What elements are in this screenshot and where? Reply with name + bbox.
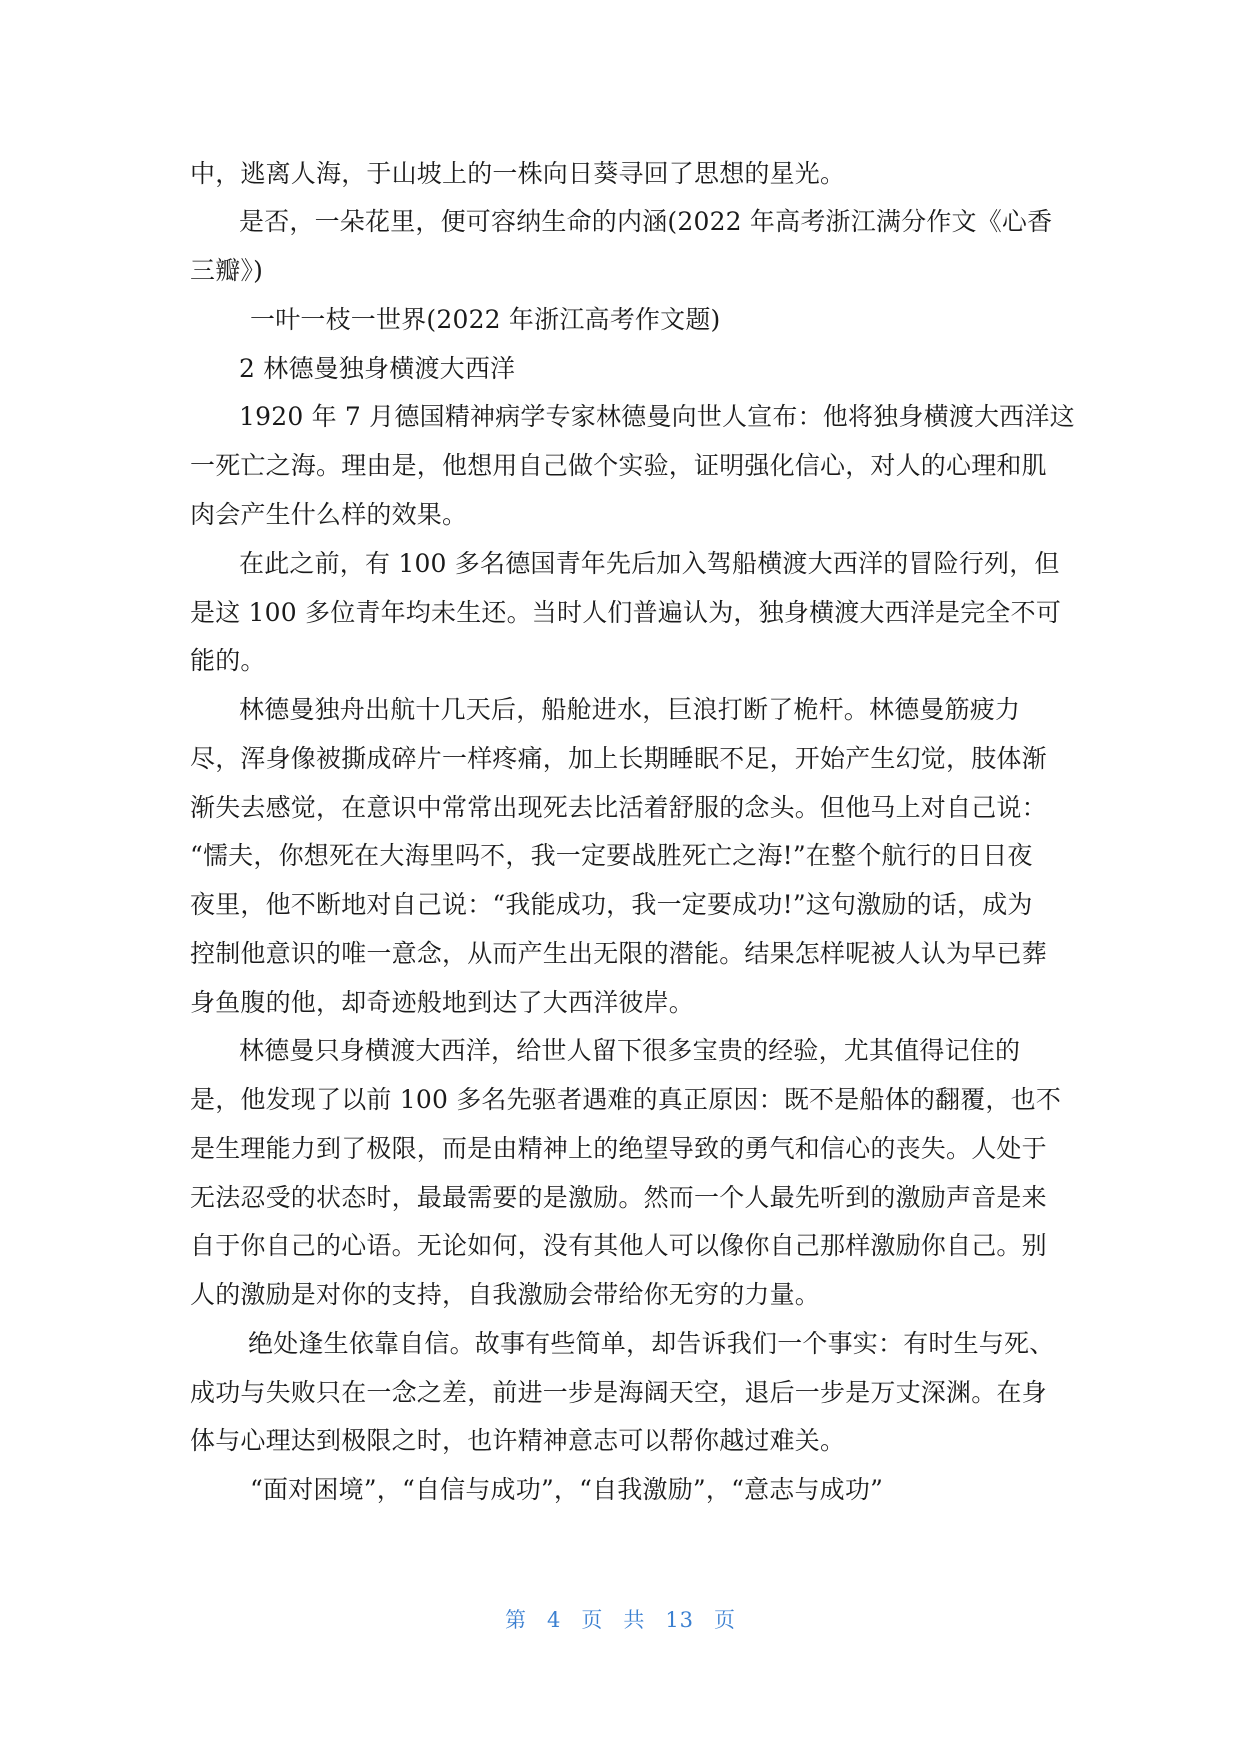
text-line: 三瓣》) (190, 256, 264, 285)
text-line: 控制他意识的唯一意念，从而产生出无限的潜能。结果怎样呢被人认为早已葬 (190, 939, 1047, 968)
page-footer (0, 1606, 1241, 1634)
footer-total-label: 共 (623, 1608, 646, 1632)
text-line: 1920 年 7 月德国精神病学专家林德曼向世人宣布：他将独身横渡大西洋这 (239, 402, 1075, 431)
text-line: 中，逃离人海，于山坡上的一株向日葵寻回了思想的星光。 (190, 159, 846, 188)
text-line: 自于你自己的心语。无论如何，没有其他人可以像你自己那样激励你自己。别 (190, 1231, 1047, 1260)
text-line: 能的。 (190, 646, 266, 675)
text-line: 绝处逢生依靠自信。故事有些简单，却告诉我们一个事实：有时生与死、 (248, 1329, 1055, 1358)
text-line: 无法忍受的状态时，最最需要的是激励。然而一个人最先听到的激励声音是来 (190, 1183, 1047, 1212)
section-heading: 2 林德曼独身横渡大西洋 (239, 354, 516, 383)
text-line: 林德曼只身横渡大西洋，给世人留下很多宝贵的经验，尤其值得记住的 (239, 1036, 1021, 1065)
text-line: 渐失去感觉，在意识中常常出现死去比活着舒服的念头。但他马上对自己说： (190, 793, 1047, 822)
text-line: 成功与失败只在一念之差，前进一步是海阔天空，退后一步是万丈深渊。在身 (190, 1378, 1047, 1407)
text-line: 尽，浑身像被撕成碎片一样疼痛，加上长期睡眠不足，开始产生幻觉，肢体渐 (190, 744, 1047, 773)
footer-page-unit: 页 (581, 1608, 604, 1632)
text-line: 是否，一朵花里，便可容纳生命的内涵(2022 年高考浙江满分作文《心香 (239, 207, 1053, 236)
footer-page-label: 第 (504, 1608, 527, 1632)
footer-total-unit: 页 (714, 1608, 737, 1632)
current-page-number: 4 (546, 1608, 562, 1632)
text-line: 肉会产生什么样的效果。 (190, 500, 468, 529)
text-line: 一死亡之海。理由是，他想用自己做个实验，证明强化信心，对人的心理和肌 (190, 451, 1047, 480)
text-line: 夜里，他不断地对自己说：“我能成功，我一定要成功!”这句激励的话，成为 (190, 890, 1033, 919)
section-heading: 一叶一枝一世界(2022 年浙江高考作文题) (250, 305, 721, 334)
text-line: 体与心理达到极限之时，也许精神意志可以帮你越过难关。 (190, 1426, 846, 1455)
text-line: 人的激励是对你的支持，自我激励会带给你无穷的力量。 (190, 1280, 821, 1309)
text-line: 是这 100 多位青年均未生还。当时人们普遍认为，独身横渡大西洋是完全不可 (190, 598, 1062, 627)
text-line: 是，他发现了以前 100 多名先驱者遇难的真正原因：既不是船体的翻覆，也不 (190, 1085, 1062, 1114)
keywords-line: “面对困境”，“自信与成功”，“自我激励”，“意志与成功” (250, 1475, 884, 1504)
total-page-number: 13 (665, 1608, 695, 1632)
text-line: 身鱼腹的他，却奇迹般地到达了大西洋彼岸。 (190, 988, 695, 1017)
text-line: “懦夫，你想死在大海里吗不，我一定要战胜死亡之海!”在整个航行的日日夜 (190, 841, 1033, 870)
text-line: 林德曼独舟出航十几天后，船舱进水，巨浪打断了桅杆。林德曼筋疲力 (239, 695, 1021, 724)
text-line: 在此之前，有 100 多名德国青年先后加入驾船横渡大西洋的冒险行列，但 (239, 549, 1060, 578)
text-line: 是生理能力到了极限，而是由精神上的绝望导致的勇气和信心的丧失。人处于 (190, 1134, 1047, 1163)
